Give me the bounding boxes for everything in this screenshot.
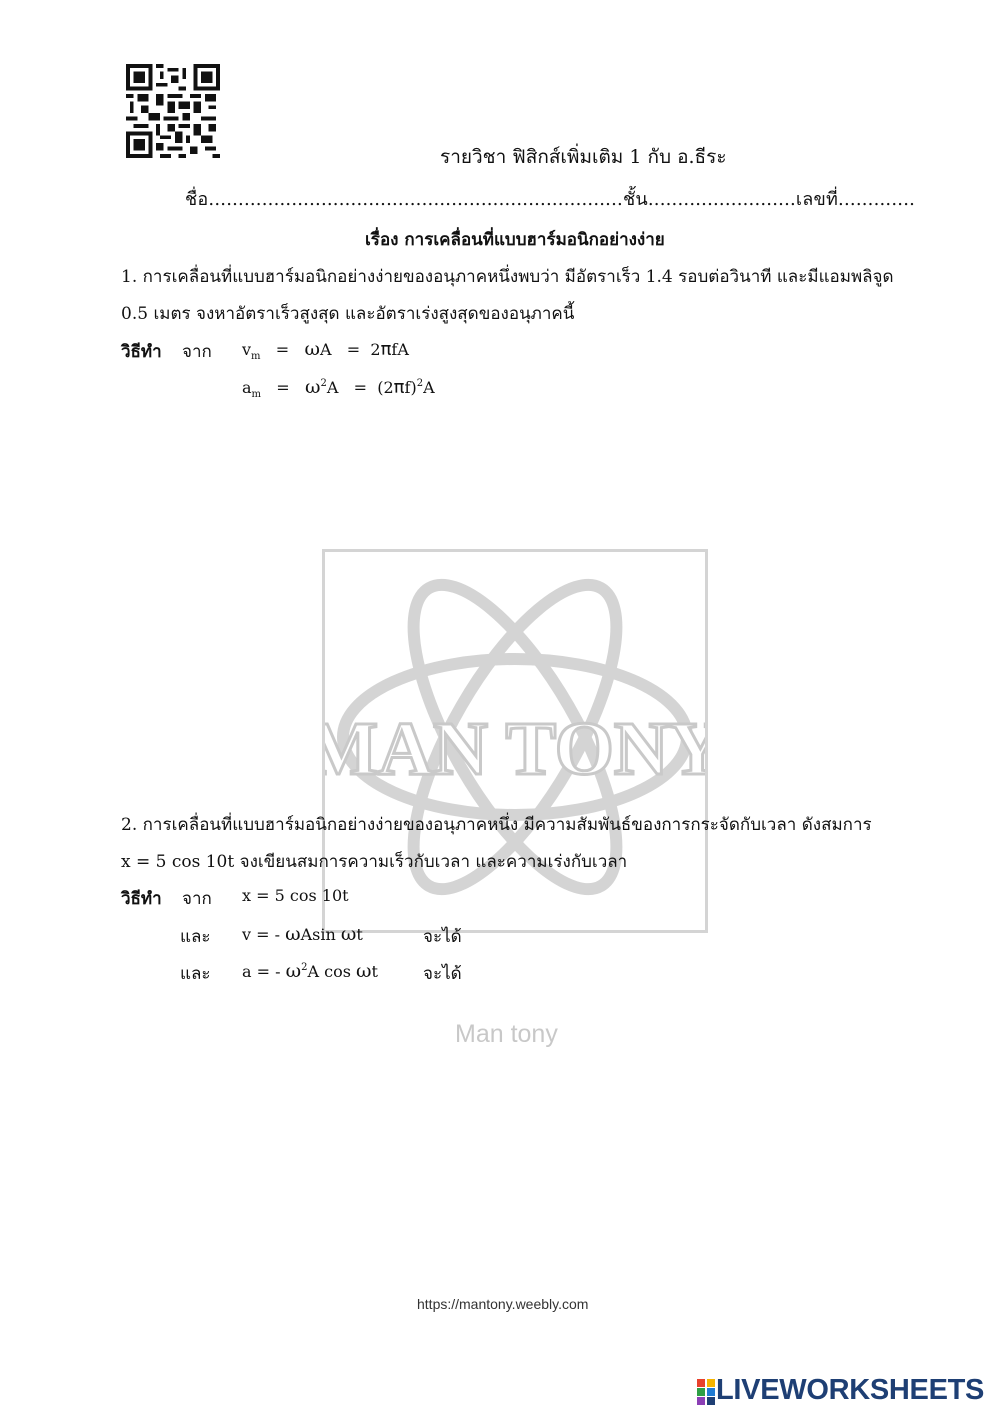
- question-2-line-1: 2. การเคลื่อนที่แบบฮาร์มอนิกอย่างง่ายของอนุภาคหนึ่ง มีความสัมพันธ์ของการกระจัดกับเวลา ดังสมการ: [121, 815, 872, 835]
- omega-symbol: ω: [356, 960, 372, 982]
- name-class-number-line: ชื่อ......................................................................ชั้น.........................เลขที่.............: [185, 189, 916, 210]
- from-label-1: จาก: [182, 342, 212, 362]
- omega-symbol: ω: [304, 376, 321, 398]
- omega-symbol: ω: [285, 960, 302, 982]
- result-label-1: จะได้: [423, 927, 462, 947]
- equation-amax: $a_m$ = $\omega^2A$ = $(2\pi f)^2A$: [242, 376, 435, 400]
- watermark-caption: Man tony: [455, 1020, 558, 1048]
- result-label-2: จะได้: [423, 964, 462, 984]
- from-label-2: จาก: [182, 889, 212, 909]
- and-label-2: และ: [180, 964, 211, 984]
- equation-vmax: $v_m$ = ωA = 2πfA: [242, 338, 409, 362]
- qr-code: [126, 64, 220, 158]
- watermark-logo: [322, 549, 708, 933]
- watermark-logo-text: MAN TONY: [325, 707, 705, 791]
- method-label-1: วิธีทำ: [121, 342, 162, 362]
- equation-x: x = 5 cos 10t: [242, 886, 349, 905]
- method-label-2: วิธีทำ: [121, 889, 162, 909]
- liveworksheets-logo-icon: [696, 1378, 716, 1406]
- omega-symbol: ω: [340, 923, 357, 945]
- question-1-line-2: 0.5 เมตร จงหาอัตราเร็วสูงสุด และอัตราเร่งสูงสุดของอนุภาคนี้: [121, 304, 575, 324]
- subject-title: รายวิชา ฟิสิกส์เพิ่มเติม 1 กับ อ.ธีระ: [440, 146, 727, 168]
- equation-v: v = - ωAsin ωt: [242, 923, 363, 945]
- equation-a: a = - $\omega^2A$ cos ωt: [242, 960, 378, 982]
- topic-title: เรื่อง การเคลื่อนที่แบบฮาร์มอนิกอย่างง่าย: [365, 230, 665, 250]
- question-1-line-1: 1. การเคลื่อนที่แบบฮาร์มอนิกอย่างง่ายของอนุภาคหนึ่งพบว่า มีอัตราเร็ว 1.4 รอบต่อวินาที และมีแอมพลิจูด: [121, 267, 894, 287]
- question-2-line-2: x = 5 cos 10t จงเขียนสมการความเร็วกับเวลา และความเร่งกับเวลา: [121, 852, 628, 872]
- omega-symbol: ω: [285, 923, 301, 945]
- pi-symbol: π: [393, 377, 405, 398]
- omega-symbol: ω: [304, 338, 320, 360]
- pi-symbol: π: [380, 339, 392, 360]
- liveworksheets-brand[interactable]: LIVEWORKSHEETS: [716, 1374, 985, 1406]
- footer-url[interactable]: https://mantony.weebly.com: [417, 1296, 589, 1312]
- and-label-1: และ: [180, 927, 211, 947]
